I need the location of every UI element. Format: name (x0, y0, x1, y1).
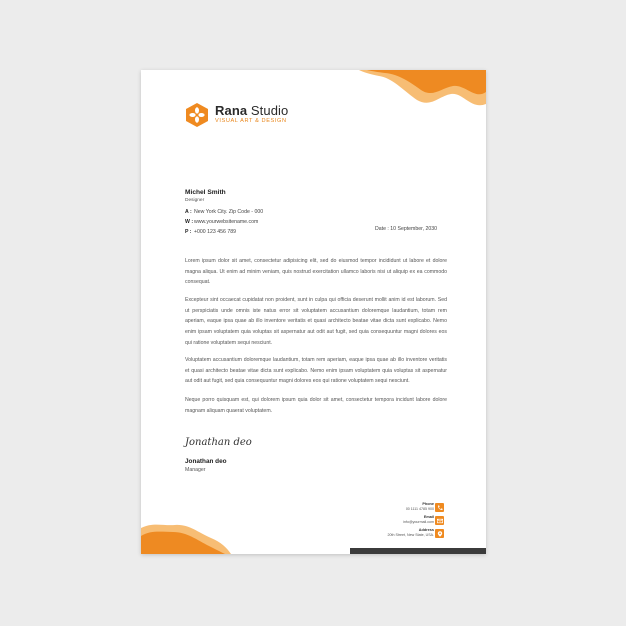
location-icon (435, 529, 444, 538)
phone-icon (435, 503, 444, 512)
brand-name: Rana Studio (215, 103, 289, 118)
signatory-name: Jonathan deo (185, 458, 227, 465)
sender-role: Designer (185, 198, 205, 203)
letterhead-page (141, 70, 486, 554)
hexagon-flower-logo-icon (185, 102, 209, 128)
sender-phone-row: P : +000 123 456 789 (185, 229, 236, 235)
top-wave-decoration (359, 70, 486, 110)
email-icon (435, 516, 444, 525)
body-paragraph: Voluptatem accusantium doloremque laudantium, totam rem aperiam, eaque ipsa quae ab illo inventore veritatis et quasi architecto beatae vitae dicta sunt explicabo. Nemo enim ipsam voluptatem quia voluptas sit aspernatur aut odit aut fugit, sed quia consequuntur magni dolores eos qui ratione voluptatem sequi nesciunt. (185, 357, 447, 385)
footer-bar (350, 548, 486, 554)
brand-tagline: VISUAL ART & DESIGN (215, 118, 287, 124)
letter-date: Date : 10 September, 2030 (375, 226, 438, 232)
handwritten-signature: Jonathan deo (185, 437, 252, 448)
sender-name: Michel Smith (185, 189, 226, 196)
footer-address: Address 20th Street, New State, USA. (387, 528, 434, 537)
body-paragraph: Excepteur sint occaecat cupidatat non proident, sunt in culpa qui officia deserunt mollit anim id est laborum. Sed ut perspiciatis unde omnis iste natus error sit voluptatem accusantium doloremque laudantium, totam rem aperiam, eaque ipsa quae ab illo inventore veritatis et quasi architecto beatae vitae dicta sunt explicabo. Nemo enim ipsam voluptatem quia voluptas sit aspernatur aut odit aut fugit, sed quia consequuntur magni dolores eos qui ratione voluptatem sequi nesciunt. (185, 297, 447, 346)
signatory-role: Manager (185, 467, 206, 473)
body-paragraph: Lorem ipsum dolor sit amet, consectetur adipisicing elit, sed do eiusmod tempor incididunt ut labore et dolore magna aliqua. Ut enim ad minim veniam, quis nostrud exercitation ullamco laboris nisi ut aliquip ex ea commodo consequat. (185, 258, 447, 286)
body-paragraph: Neque porro quisquam est, qui dolorem ipsum quia dolor sit amet, consectetur tempora incidunt labore dolore magnam aliquam quaerat voluptatem. (185, 397, 447, 414)
sender-address-row: A : New York City. Zip Code - 000 (185, 209, 264, 215)
footer-phone: Phone 00 1111 4785 900 (405, 502, 434, 511)
sender-web-row: W :www.yourwebsitename.com (185, 219, 259, 225)
footer-email: Email info@yourmail.com (403, 515, 434, 524)
bottom-wave-decoration (141, 522, 231, 554)
